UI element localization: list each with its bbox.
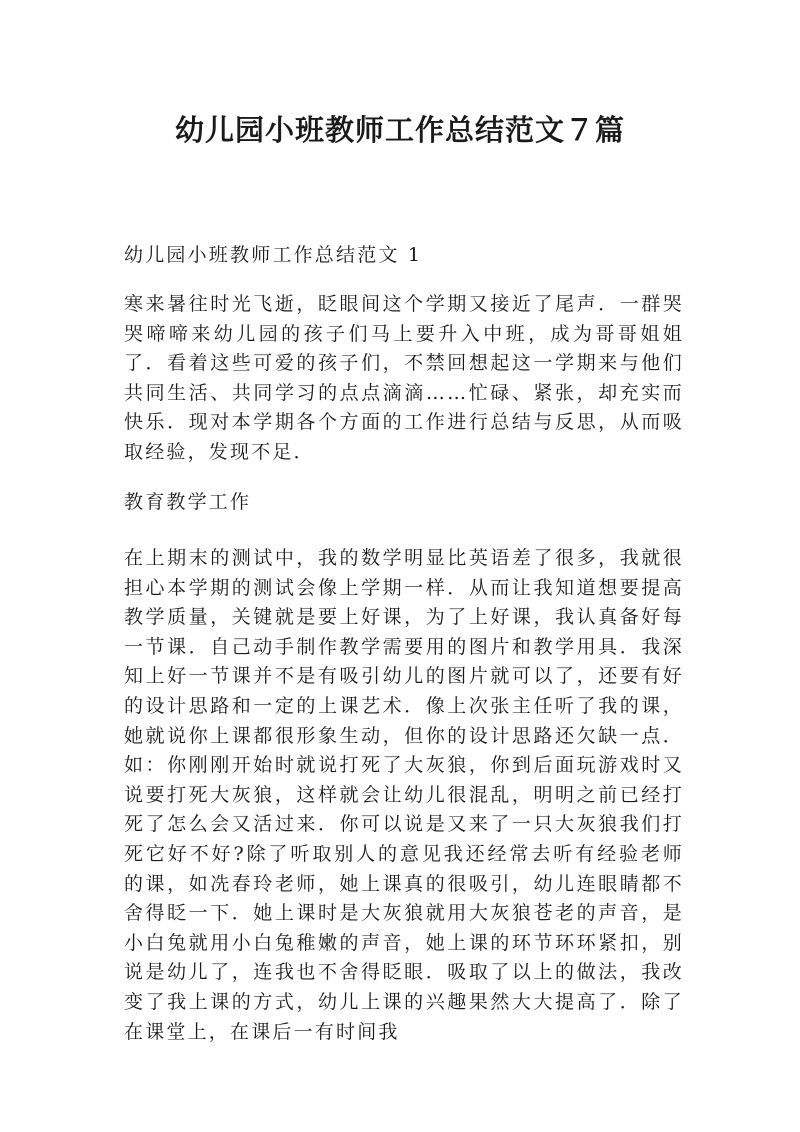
document-title: 幼儿园小班教师工作总结范文７篇 [174,113,625,147]
section-heading: 教育教学工作 [124,491,252,513]
body-paragraph: 在上期末的测试中，我的数学明显比英语差了很多，我就很担心本学期的测试会像上学期一样．从而让我知道想要提高教学质量，关键就是要上好课，为了上好课，我认真备好每一节课．自己动手制作教学需要用的图片和教学用具．我深知上好一节课并不是有吸引幼儿的图片就可以了，还要有好的设计思路和一定的上课艺术．像上次张主任听了我的课，她就说你上课都很形象生动，但你的设计思路还欠缺一点．如：你刚刚开始时就说打死了大灰狼，你到后面玩游戏时又说要打死大灰狼，这样就会让幼儿很混乱，明明之前已经打死了怎么会又活过来．你可以说是又来了一只大灰狼我们打死它好不好?除了听取别人的意见我还经常去听有经验老师的课，如冼春玲老师，她上课真的很吸引，幼儿连眼睛都不舍得眨一下．她上课时是大灰狼就用大灰狼苍老的声音，是小白兔就用小白兔稚嫩的声音，她上课的环节环环紧扣，别说是幼儿了，连我也不舍得眨眼．吸取了以上的做法，我改变了我上课的方式，幼儿上课的兴趣果然大大提高了．除了在课堂上，在课后一有时间我 [124,547,684,1043]
article-subtitle: 幼儿园小班教师工作总结范文 1 [124,244,423,266]
intro-paragraph: 寒来暑往时光飞逝，眨眼间这个学期又接近了尾声．一群哭哭啼啼来幼儿园的孩子们马上要升入中班，成为哥哥姐姐了．看着这些可爱的孩子们，不禁回想起这一学期来与他们共同生活、共同学习的点点滴滴……忙碌、紧张，却充实而快乐．现对本学期各个方面的工作进行总结与反思，从而吸取经验，发现不足． [124,293,684,463]
